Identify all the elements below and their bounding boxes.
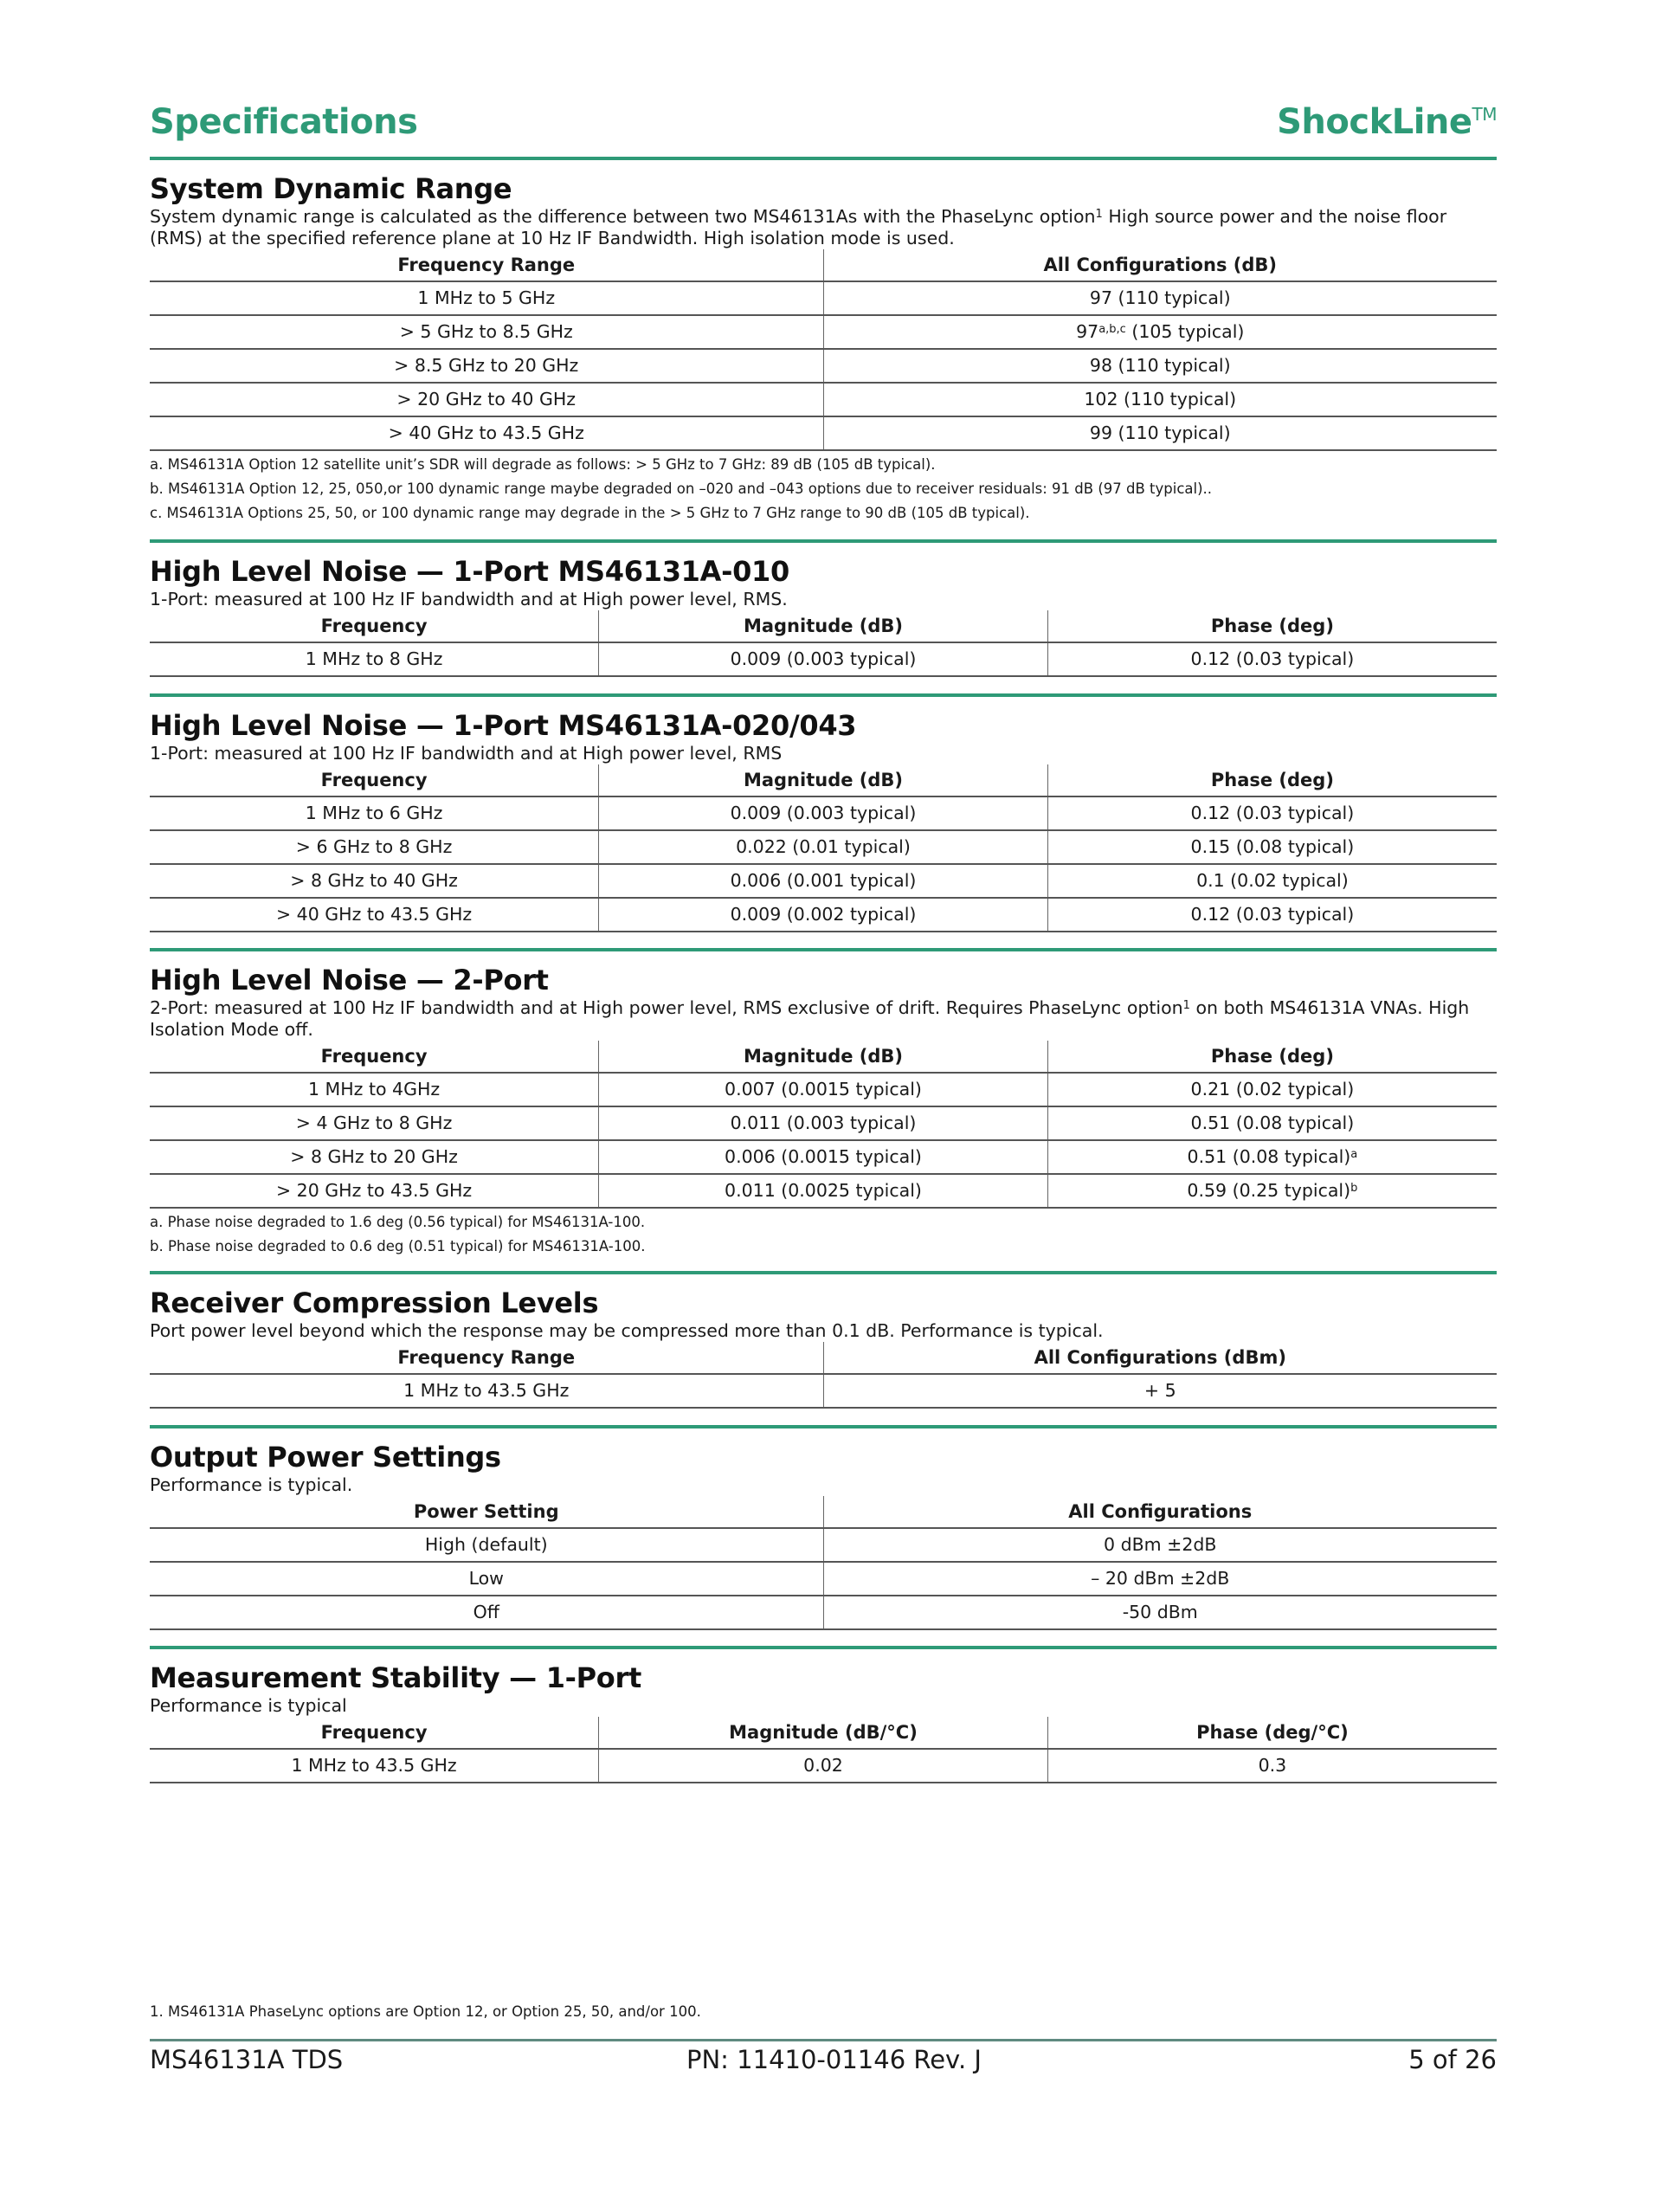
cell-frequency: 1 MHz to 4GHz [150,1073,599,1106]
rcl-table [150,1342,1497,1409]
section-divider [150,693,1497,697]
section-divider [150,1425,1497,1428]
section-system-dynamic-range [150,171,1497,526]
column-header: Frequency Range [150,1342,823,1374]
section-description [150,997,1497,1041]
trademark-mark: TM [1472,104,1497,125]
column-header: Power Setting [150,1496,823,1528]
footer-part-number: PN: 11410-01146 Rev. J [686,2045,982,2074]
cell-magnitude: 0.007 (0.0015 typical) [599,1073,1048,1106]
cell-power-setting: Low [150,1562,823,1596]
section-title: Measurement Stability — 1-Port [150,1661,641,1694]
cell-magnitude: 0.009 (0.003 typical) [599,642,1048,676]
cell-frequency: > 40 GHz to 43.5 GHz [150,898,599,932]
table-row [150,830,1497,864]
table-row [150,281,1497,315]
cell-frequency: 1 MHz to 5 GHz [150,281,823,315]
cell-magnitude: 0.022 (0.01 typical) [599,830,1048,864]
hln020-table [150,764,1497,932]
section-description: Performance is typical. [150,1474,353,1495]
cell-phase: 0.12 (0.03 typical) [1047,642,1497,676]
table-header-row [150,1041,1497,1073]
table-row [150,642,1497,676]
section-high-level-noise-2-port [150,963,1497,1259]
table-row [150,1596,1497,1629]
cell-phase: 0.12 (0.03 typical) [1047,796,1497,830]
cell-frequency: > 8 GHz to 20 GHz [150,1140,599,1174]
cell-frequency: 1 MHz to 6 GHz [150,796,599,830]
page-header [150,102,1497,154]
column-header: Phase (deg) [1047,1041,1497,1073]
section-divider [150,948,1497,951]
section-title: Receiver Compression Levels [150,1287,599,1319]
table-row [150,796,1497,830]
footnote: c. MS46131A Options 25, 50, or 100 dynamic range may degrade in the > 5 GHz to 7 GHz range to 90 dB (105 dB typical). [150,505,1030,521]
section-output-power-settings [150,1440,1497,1630]
column-header: Phase (deg/°C) [1047,1717,1497,1749]
table-header-row [150,249,1497,281]
cell-frequency: > 4 GHz to 8 GHz [150,1106,599,1140]
column-header: Phase (deg) [1047,610,1497,642]
cell-frequency: > 8.5 GHz to 20 GHz [150,349,823,383]
desc-text: System dynamic range is calculated as the difference between two MS46131As with the PhaseLync option [150,206,1096,227]
column-header: Frequency [150,1717,599,1749]
table-row [150,1374,1497,1408]
cell-magnitude: 0.009 (0.003 typical) [599,796,1048,830]
section-title: High Level Noise — 1-Port MS46131A-020/043 [150,709,857,742]
table-row [150,864,1497,898]
cell-power-setting: High (default) [150,1528,823,1562]
ms1p-table [150,1717,1497,1783]
phase-text: 0.51 (0.08 typical) [1187,1146,1351,1167]
cell-frequency: 1 MHz to 8 GHz [150,642,599,676]
cell-magnitude: 0.006 (0.001 typical) [599,864,1048,898]
brand-title [1277,102,1497,142]
section-title: System Dynamic Range [150,172,512,205]
cell-phase [1047,1073,1497,1106]
cell-magnitude: 0.006 (0.0015 typical) [599,1140,1048,1174]
column-header: Frequency [150,764,599,796]
footnote-ref: 1 [1182,999,1190,1012]
cell-frequency: > 20 GHz to 43.5 GHz [150,1174,599,1208]
cell-magnitude: 0.011 (0.0025 typical) [599,1174,1048,1208]
cell-magnitude: 0.009 (0.002 typical) [599,898,1048,932]
footer-page-number: 5 of 26 [1408,2045,1497,2074]
cell-power-setting: Off [150,1596,823,1629]
column-header: Frequency [150,610,599,642]
footnote-ref: a [1350,1148,1358,1161]
column-header: Magnitude (dB) [599,764,1048,796]
value-text: 97 [1076,321,1099,342]
cell-frequency: > 40 GHz to 43.5 GHz [150,416,823,450]
cell-value: 98 (110 typical) [823,349,1497,383]
table-row [150,416,1497,450]
column-header: Magnitude (dB/°C) [599,1717,1048,1749]
cell-value: 0 dBm ±2dB [823,1528,1497,1562]
table-header-row [150,1496,1497,1528]
hln2p-table [150,1041,1497,1209]
value-text: (105 typical) [1125,321,1245,342]
cell-phase: 0.12 (0.03 typical) [1047,898,1497,932]
cell-phase [1047,1106,1497,1140]
footer-rule [150,2039,1497,2041]
table-row [150,1140,1497,1174]
section-description: 1-Port: measured at 100 Hz IF bandwidth and at High power level, RMS [150,743,783,764]
footnote-ref: a,b,c [1098,323,1126,336]
cell-value: 97 (110 typical) [823,281,1497,315]
sdr-table [150,249,1497,451]
section-measurement-stability-1-port [150,1661,1497,1783]
table-header-row [150,764,1497,796]
table-row [150,1528,1497,1562]
cell-frequency: 1 MHz to 43.5 GHz [150,1749,599,1783]
page-title: Specifications [150,102,418,142]
table-row [150,1174,1497,1208]
cell-value [823,315,1497,349]
footnote-ref: 1 [1095,208,1103,221]
ops-table [150,1496,1497,1630]
cell-value: -50 dBm [823,1596,1497,1629]
cell-value: 99 (110 typical) [823,416,1497,450]
table-row [150,1073,1497,1106]
cell-magnitude: 0.011 (0.003 typical) [599,1106,1048,1140]
section-divider [150,1271,1497,1274]
cell-frequency: 1 MHz to 43.5 GHz [150,1374,823,1408]
table-footnotes [150,1210,1497,1259]
section-title: Output Power Settings [150,1441,501,1474]
section-description: 1-Port: measured at 100 Hz IF bandwidth and at High power level, RMS. [150,589,788,609]
desc-text: High source power and the noise floor (RMS) at the specified reference plane at 10 Hz IF Bandwidth. High isolation mode is used. [150,206,1447,248]
phase-text: 0.51 (0.08 typical) [1190,1112,1355,1133]
section-high-level-noise-010 [150,554,1497,677]
section-receiver-compression-levels [150,1286,1497,1409]
cell-phase [1047,1174,1497,1208]
table-row [150,315,1497,349]
cell-magnitude: 0.02 [599,1749,1048,1783]
column-header: All Configurations (dBm) [823,1342,1497,1374]
table-header-row [150,1342,1497,1374]
cell-phase [1047,1140,1497,1174]
column-header: Magnitude (dB) [599,610,1048,642]
cell-frequency: > 20 GHz to 40 GHz [150,383,823,416]
table-row [150,1562,1497,1596]
cell-phase: 0.1 (0.02 typical) [1047,864,1497,898]
column-header: All Configurations (dB) [823,249,1497,281]
table-header-row [150,1717,1497,1749]
section-divider [150,1646,1497,1649]
table-row [150,1106,1497,1140]
cell-value: 102 (110 typical) [823,383,1497,416]
footnote: a. Phase noise degraded to 1.6 deg (0.56 typical) for MS46131A-100. [150,1214,646,1230]
table-header-row [150,610,1497,642]
cell-frequency: > 5 GHz to 8.5 GHz [150,315,823,349]
table-row [150,383,1497,416]
column-header: Magnitude (dB) [599,1041,1048,1073]
brand-name: ShockLine [1277,102,1472,142]
column-header: All Configurations [823,1496,1497,1528]
cell-value: – 20 dBm ±2dB [823,1562,1497,1596]
cell-frequency: > 6 GHz to 8 GHz [150,830,599,864]
table-footnotes [150,453,1497,526]
page-footnote: 1. MS46131A PhaseLync options are Option 12, or Option 25, 50, and/or 100. [150,2003,701,2020]
column-header: Frequency Range [150,249,823,281]
section-description: Port power level beyond which the response may be compressed more than 0.1 dB. Performance is typical. [150,1320,1104,1341]
table-row [150,349,1497,383]
table-row [150,1749,1497,1783]
desc-text: on both MS46131A VNAs. High Isolation Mode off. [150,997,1470,1040]
footnote: a. MS46131A Option 12 satellite unit’s SDR will degrade as follows: > 5 GHz to 7 GHz: 89 dB (105 dB typical). [150,456,936,473]
section-high-level-noise-020-043 [150,708,1497,932]
desc-text: 2-Port: measured at 100 Hz IF bandwidth and at High power level, RMS exclusive of drift. Requires PhaseLync option [150,997,1183,1018]
footnote: b. Phase noise degraded to 0.6 deg (0.51 typical) for MS46131A-100. [150,1238,646,1254]
column-header: Phase (deg) [1047,764,1497,796]
cell-value: + 5 [823,1374,1497,1408]
cell-frequency: > 8 GHz to 40 GHz [150,864,599,898]
cell-phase: 0.15 (0.08 typical) [1047,830,1497,864]
column-header: Frequency [150,1041,599,1073]
section-divider [150,539,1497,543]
table-row [150,898,1497,932]
footer-document-name: MS46131A TDS [150,2045,344,2074]
hln010-table [150,610,1497,677]
phase-text: 0.21 (0.02 typical) [1190,1079,1355,1100]
section-title: High Level Noise — 1-Port MS46131A-010 [150,555,789,588]
footnote-ref: b [1350,1182,1358,1195]
phase-text: 0.59 (0.25 typical) [1187,1180,1351,1201]
cell-phase: 0.3 [1047,1749,1497,1783]
section-description: Performance is typical [150,1695,347,1716]
footnote: b. MS46131A Option 12, 25, 050,or 100 dynamic range maybe degraded on –020 and –043 options due to receiver residuals: 91 dB (97 dB typical).. [150,480,1213,497]
section-title: High Level Noise — 2-Port [150,964,549,996]
header-rule [150,157,1497,160]
section-description [150,206,1497,249]
